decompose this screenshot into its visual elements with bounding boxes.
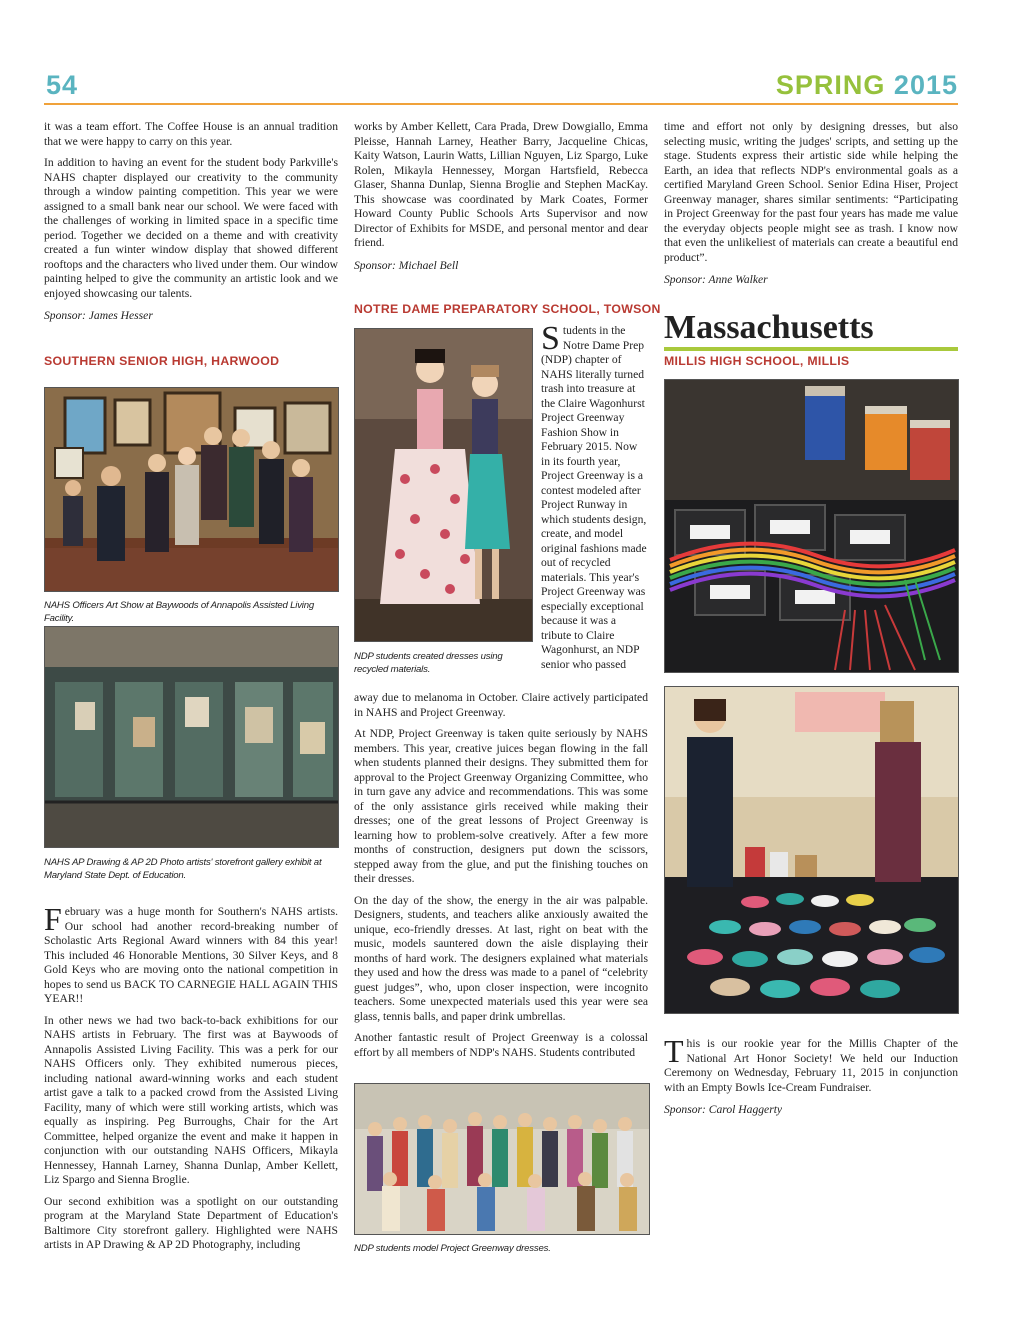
- time-effort-paragraph: time and effort not only by designing dresses, but also selecting music, writing the judges' scripts, and setting up the stage. Students express their artistic side while helping the Earth, an idea that reflects NDP's environmental goals as a certified Maryland Green School. Senior Edina Hiser, Project Greenway manager, shares similar sentiments: “Participating in Project Greenway for the past four years has made me value the everyday objects people might see as trash. I know now that even the unlikeliest of materials can create a beautiful end product”.: [664, 120, 958, 264]
- dropcap-t: T: [664, 1033, 684, 1069]
- millis-tokens-image: [665, 380, 958, 672]
- school-heading-millis: MILLIS HIGH SCHOOL, MILLIS: [664, 354, 850, 368]
- ndp-intro-side-text: [541, 320, 648, 672]
- dropcap-s: S: [541, 320, 560, 357]
- ndp-continuation: away due to melanoma in October. Claire actively participated in NAHS and Project Greenway.: [354, 691, 648, 719]
- millis-sponsor: Sponsor: Carol Haggerty: [664, 1103, 783, 1116]
- ndp-dresses-caption: NDP students created dresses using recycled materials.: [354, 651, 503, 675]
- february-text: ebruary was a huge month for Southern's NAHS artists. Our school had another record-breaking number of Scholastic Arts Regional Award winners with 84 this year! This included 46 Honorable Mentions, 30 Silver Keys, and 8 Gold Keys who are moving onto the national competition in hopes to send us BACK TO CARNEGIE HALL AGAIN THIS YEAR!!: [44, 905, 338, 1005]
- result-paragraph: Another fantastic result of Project Greenway is a colossal effort by all members of NDP's NAHS. Students contributed: [354, 1031, 648, 1059]
- ndp-models-caption: NDP students model Project Greenway dresses.: [354, 1243, 551, 1254]
- millis-empty-bowls-image: [665, 687, 958, 1013]
- sponsor-line: Sponsor: Anne Walker: [664, 273, 768, 286]
- officers-art-show-caption: NAHS Officers Art Show at Baywoods of Annapolis Assisted Living Facility.: [44, 600, 315, 624]
- millis-tokens-photo: [664, 379, 959, 673]
- second-exhibition-paragraph: Our second exhibition was a spotlight on our outstanding program at the Maryland State Department of Education's Baltimore City storefront gallery. Highlighted were NAHS artists in AP Drawing & AP 2D Photography, including: [44, 1194, 338, 1251]
- storefront-gallery-image: [45, 627, 338, 847]
- ndp-article: [354, 691, 648, 1067]
- february-paragraph: [44, 901, 338, 1007]
- ndp-models-photo: [354, 1083, 650, 1235]
- ndp-dresses-image: [355, 329, 532, 641]
- intro-paragraph: it was a team effort. The Coffee House is an annual tradition that we were happy to carry on this year.: [44, 120, 338, 148]
- column-3: [664, 120, 958, 288]
- ndp-models-image: [355, 1084, 649, 1234]
- ndp-intro-paragraph: [541, 320, 648, 672]
- millis-article: [664, 1033, 958, 1118]
- sponsor-line: Sponsor: James Hesser: [44, 309, 153, 322]
- storefront-gallery-caption: NAHS AP Drawing & AP 2D Photo artists' storefront gallery exhibit at Maryland State Dept. of Education.: [44, 857, 322, 881]
- header-rule: [44, 103, 958, 105]
- show-day-paragraph: On the day of the show, the energy in the air was palpable. Designers, students, and teachers alike anxiously awaited the unique, eco-friendly dresses. At last, right on beat with the music, models sauntered down the aisle displaying their months of hard work. The designers explained what materials they used and how the dress was made to a panel of “celebrity guest judges”, who, upon closer inspection, were incognito teachers. Some unexpected materials used this year were sea glass, tennis balls, and paper drink umbrellas.: [354, 893, 648, 1023]
- ndp-dresses-photo: [354, 328, 533, 642]
- southern-article: [44, 901, 338, 1260]
- works-paragraph: works by Amber Kellett, Cara Prada, Drew Dowgiallo, Emma Pleisse, Hannah Larney, Heather Barry, Jacqueline Chicas, Kaity Watson, Laurin Watts, Lillian Nguyen, Liz Spargo, Luke Rolen, Mikayla Hennessey, Morgan Hartsfield, Rebecca Glaser, Shanna Dunlap, Sienna Broglie and Stephen MacKay. This showcase was coordinated by Mark Coates, Former Howard County Public Schools Arts Supervisor and now Director of Exhibits for MSDE, and personal mentor and dear friend.: [354, 120, 648, 249]
- millis-paragraph: [664, 1033, 958, 1095]
- issue-year: 2015: [893, 70, 958, 100]
- greenway-paragraph: At NDP, Project Greenway is taken quite seriously by NAHS members. This year, creative juices began flowing in the fall when students planned their designs. They submitted them for approval to the Project Greenway Organizing Committee, who in turn gave any advice and recommendations. This was some of the only assistance girls received while making their dresses; one of the great lessons of Project Greenway is learning how to problem-solve creatively. After a few more months of construction, designers put down the scissors, stepped away from the glue, and put the finishing touches on their dresses.: [354, 727, 648, 885]
- officers-art-show-image: [45, 388, 338, 591]
- storefront-gallery-photo: [44, 626, 339, 848]
- state-rule: [664, 347, 958, 351]
- issue-season: SPRING: [775, 70, 886, 100]
- millis-empty-bowls-photo: [664, 686, 959, 1014]
- state-title: Massachusetts: [664, 309, 874, 346]
- column-1: [44, 120, 338, 324]
- officers-art-show-photo: [44, 387, 339, 592]
- ndp-intro-text: tudents in the Notre Dame Prep (NDP) chapter of NAHS literally turned trash into treasure at the Claire Wagonhurst Project Greenway Fashion Show in February 2015. Now in its fourth year, Project Greenway is a contest modeled after Project Runway in which students design, create, and model original fashions made out of recycled materials. This year's Project Greenway was especially exceptional because it was a tribute to Claire Wagonhurst, an NDP senior who passed: [541, 324, 647, 671]
- column-2: [354, 120, 648, 273]
- sponsor-line: Sponsor: Michael Bell: [354, 258, 459, 272]
- state-section-header: [664, 311, 958, 351]
- school-heading-southern: SOUTHERN SENIOR HIGH, HARWOOD: [44, 354, 280, 368]
- other-news-paragraph: In other news we had two back-to-back exhibitions for our NAHS artists in February. The first was at Baywoods of Annapolis Assisted Living Facility. This was a perk for our NAHS Officers only. They exhibited numerous pieces, including national award-winning works and each student artist gave a talk to a packed crowd from the Assisted Living Facility, many of which were still working artists, which was equally as inspiring. Peg Burroughs, Chair for the Art Committee, helped organize the event and make it happen in conjunction with our outstanding NAHS Officers, Mikayla Hennessey, Hannah Larney, Shanna Dunlap, Amber Kellett, Liz Spargo and Sienna Broglie.: [44, 1013, 338, 1186]
- dropcap-f: F: [44, 901, 62, 937]
- school-heading-notre-dame: NOTRE DAME PREPARATORY SCHOOL, TOWSON: [354, 302, 661, 316]
- millis-text: his is our rookie year for the Millis Chapter of the National Art Honor Society! We held our Induction Ceremony on Wednesday, February 11, 2015 in conjunction with an Empty Bowls Ice-Cream Fundraiser.: [664, 1037, 958, 1094]
- page-number: 54: [46, 70, 79, 100]
- window-paragraph: In addition to having an event for the student body Parkville's NAHS chapter displayed our creativity to the community through a window painting competition. This year we were assigned to a small bank near our school. We were faced with the challenges of working in limited space in a specific time period. Together we decided on a theme and with creativity created a fun winter window display that showed different rooftops and the characters who lived under them. Our window painting helped to give the community an artistic look and we enjoyed showcasing our talents.: [44, 156, 338, 300]
- issue-date: [776, 70, 958, 101]
